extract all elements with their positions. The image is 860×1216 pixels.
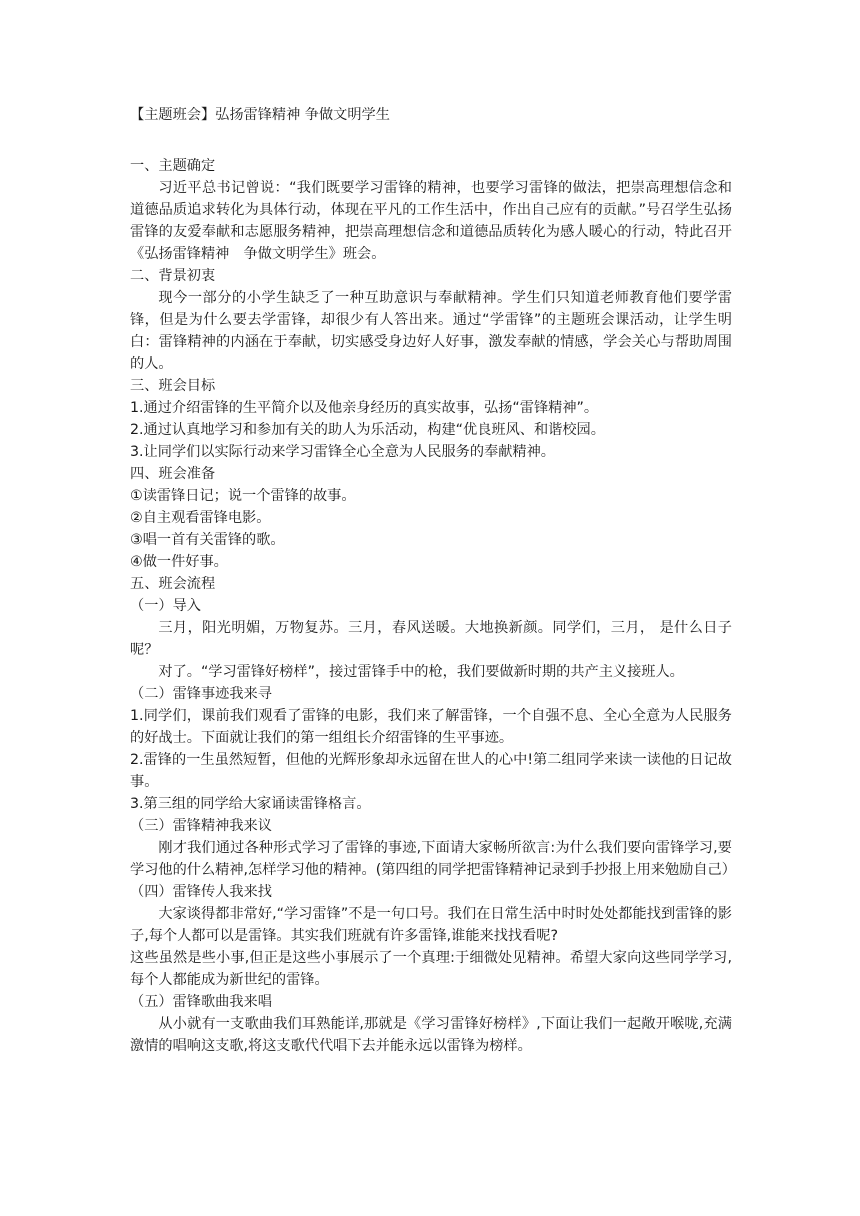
section-heading-5: 五、班会流程 [130, 576, 216, 592]
song-paragraph: 从小就有一支歌曲我们耳熟能详,那就是《学习雷锋好榜样》,下面让我们一起敞开喉咙,充满激情的唱响这支歌,将这支歌代代唱下去并能永远以雷锋为榜样。 [130, 1016, 732, 1054]
find-paragraph-1: 大家谈得都非常好,“学习雷锋”不是一句口号。我们在日常生活中时时处处都能找到雷锋的影子,每个人都可以是雷锋。其实我们班就有许多雷锋,谁能来找找看呢? [130, 906, 732, 944]
title-spacer [130, 126, 732, 155]
prep-item-1: ①读雷锋日记；说一个雷锋的故事。 [130, 488, 356, 504]
section-heading-2: 二、背景初衷 [130, 268, 216, 284]
section-heading-1: 一、主题确定 [130, 158, 216, 174]
deeds-item-3: 3.第三组的同学给大家诵读雷锋格言。 [130, 796, 371, 812]
subheading-discuss: （三）雷锋精神我来议 [130, 818, 272, 834]
goal-item-3: 3.让同学们以实际行动来学习雷锋全心全意为人民服务的奉献精神。 [130, 444, 555, 460]
section-1-paragraph: 习近平总书记曾说：“我们既要学习雷锋的精神，也要学习雷锋的做法，把崇高理想信念和道德品质追求转化为具体行动，体现在平凡的工作生活中，作出自己应有的贡献。”号召学生弘扬雷锋的友爱奉献和志愿服务精神，把崇高理想信念和道德品质转化为感人暖心的行动，特此召开《弘扬雷锋精神 争做文明学生》班会。 [130, 180, 732, 262]
prep-item-4: ④做一件好事。 [130, 554, 228, 570]
subheading-song: （五）雷锋歌曲我来唱 [130, 994, 272, 1010]
subheading-deeds: （二）雷锋事迹我来寻 [130, 686, 272, 702]
find-paragraph-2: 这些虽然是些小事,但正是这些小事展示了一个真理:于细微处见精神。希望大家向这些同学学习,每个人都能成为新世纪的雷锋。 [130, 950, 732, 988]
section-2-paragraph: 现今一部分的小学生缺乏了一种互助意识与奉献精神。学生们只知道老师教育他们要学雷锋，但是为什么要去学雷锋，却很少有人答出来。通过“学雷锋”的主题班会课活动，让学生明白：雷锋精神的内涵在于奉献，切实感受身边好人好事，激发奉献的情感，学会关心与帮助周围的人。 [130, 290, 732, 372]
subheading-intro: （一）导入 [130, 598, 201, 614]
goal-item-2: 2.通过认真地学习和参加有关的助人为乐活动，构建“优良班风、和谐校园。 [130, 422, 605, 438]
section-heading-4: 四、班会准备 [130, 466, 216, 482]
document-title: 【主题班会】弘扬雷锋精神 争做文明学生 [130, 107, 390, 123]
section-heading-3: 三、班会目标 [130, 378, 216, 394]
deeds-item-2: 2.雷锋的一生虽然短暂，但他的光辉形象却永远留在世人的心中!第二组同学来读一读他的日记故事。 [130, 752, 732, 790]
document-body [130, 104, 736, 1057]
intro-paragraph-1: 三月，阳光明媚，万物复苏。三月，春风送暖。大地换新颜。同学们，三月， 是什么日子呢？ [130, 620, 732, 658]
prep-item-2: ②自主观看雷锋电影。 [130, 510, 271, 526]
intro-paragraph-2: 对了。“学习雷锋好榜样”，接过雷锋手中的枪，我们要做新时期的共产主义接班人。 [158, 664, 684, 680]
discuss-paragraph: 刚才我们通过各种形式学习了雷锋的事迹,下面请大家畅所欲言:为什么我们要向雷锋学习,要学习他的什么精神,怎样学习他的精神。(第四组的同学把雷锋精神记录到手抄报上用来勉励自己） [130, 840, 736, 878]
prep-item-3: ③唱一首有关雷锋的歌。 [130, 532, 285, 548]
subheading-find: （四）雷锋传人我来找 [130, 884, 272, 900]
deeds-item-1: 1.同学们，课前我们观看了雷锋的电影，我们来了解雷锋，一个自强不息、全心全意为人民服务的好战士。下面就让我们的第一组组长介绍雷锋的生平事迹。 [130, 708, 732, 746]
goal-item-1: 1.通过介绍雷锋的生平简介以及他亲身经历的真实故事，弘扬“雷锋精神”。 [130, 400, 599, 416]
